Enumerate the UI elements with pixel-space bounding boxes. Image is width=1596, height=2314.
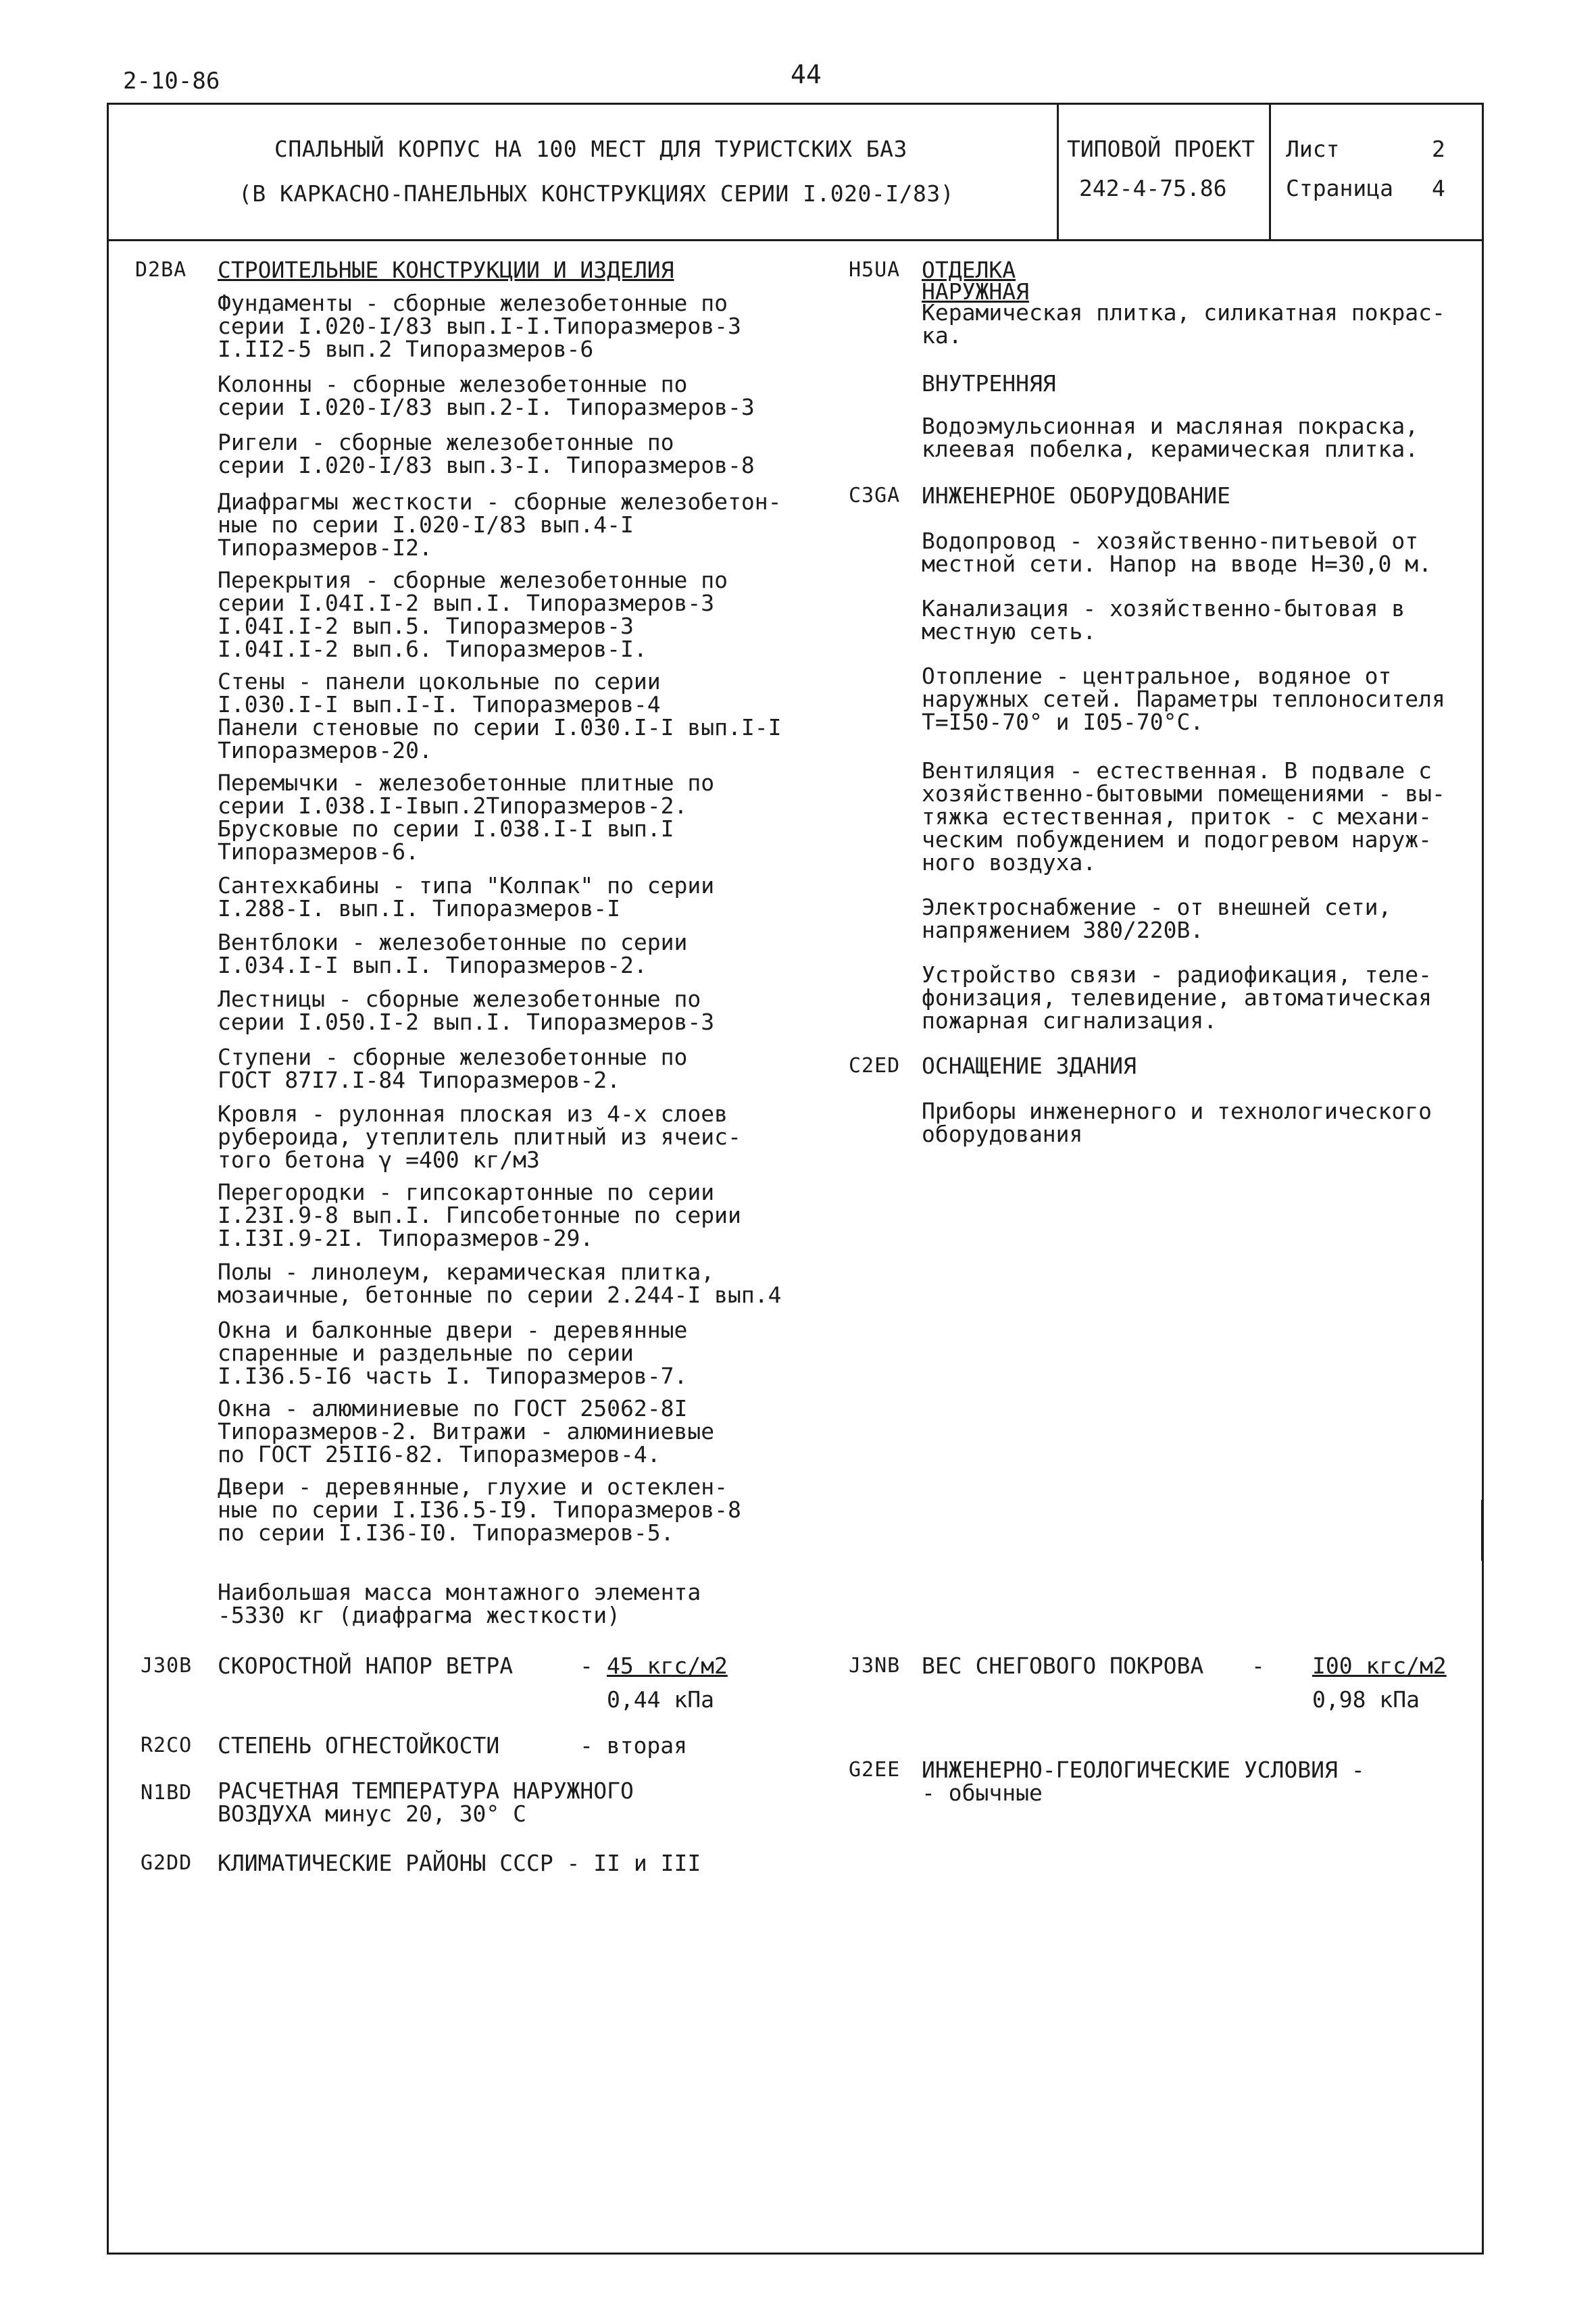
section-code-g2ee: G2EE [849,1758,901,1782]
para-power-supply: Электроснабжение - от внешней сети, напряжением 380/220В. [922,894,1392,943]
para-crossbars: Ригели - сборные железобетонные по серии I.020-I/83 вып.3-I. Типоразмеров-8 [218,429,755,478]
page-number: 44 [791,59,822,89]
para-windows-wood: Окна и балконные двери - деревянные спаренные и раздельные по серии I.I36.5-I6 часть I. Типоразмеров-7. [218,1317,688,1389]
wind-pressure-value: 45 кгс/м2 [607,1653,728,1679]
title-line-1: СПАЛЬНЫЙ КОРПУС НА 100 МЕСТ ДЛЯ ТУРИСТСКИХ БАЗ [274,136,907,162]
para-exterior-finish: Керамическая плитка, силикатная покрас- ка. [922,299,1445,349]
sheet-value: 2 [1432,136,1445,162]
para-water-supply: Водопровод - хозяйственно-питьевой от местной сети. Напор на вводе Н=30,0 м. [922,528,1432,577]
section-code-d2ba: D2BA [135,258,187,282]
geology-value: - обычные [922,1780,1043,1806]
project-label: ТИПОВОЙ ПРОЕКТ [1067,136,1255,162]
section-title-structures: СТРОИТЕЛЬНЫЕ КОНСТРУКЦИИ И ИЗДЕЛИЯ [218,257,674,283]
para-ventilation: Вентиляция - естественная. В подвале с хозяйственно-бытовыми помещениями - вы- тяжка естественная, приток - с механи- ческим побуждением и подогревом наруж- ного воздуха. [922,757,1445,876]
para-interior-finish: Водоэмульсионная и масляная покраска, клеевая побелка, керамическая плитка. [922,413,1419,462]
title-block [109,105,1482,241]
section-code-r2co: R2CO [141,1734,193,1757]
project-cell [1059,105,1271,239]
snow-load-value-kpa: 0,98 кПа [1312,1686,1420,1713]
section-code-c2ed: C2ED [849,1054,901,1078]
para-sewerage: Канализация - хозяйственно-бытовая в местную сеть. [922,595,1405,645]
section-code-n1bd: N1BD [141,1781,193,1805]
climatic-regions: КЛИМАТИЧЕСКИЕ РАЙОНЫ СССР - II и III [218,1850,701,1876]
title-line-2: (В КАРКАСНО-ПАНЕЛЬНЫХ КОНСТРУКЦИЯХ СЕРИИ I.020-I/83) [239,180,955,207]
section-title-equipment: ОСНАЩЕНИЕ ЗДАНИЯ [922,1053,1137,1079]
para-roofing: Кровля - рулонная плоская из 4-х слоев рубероида, утеплитель плитный из ячеис- того бетона γ =400 кг/м3 [218,1101,741,1173]
wind-pressure-value-kpa: 0,44 кПа [607,1686,714,1713]
para-walls: Стены - панели цокольные по серии I.030.I-I вып.I-I. Типоразмеров-4 Панели стеновые по серии I.030.I-I вып.I-I Типоразмеров-20. [218,668,782,763]
para-floor-finishes: Полы - линолеум, керамическая плитка, мозаичные, бетонные по серии 2.244-I вып.4 [218,1259,782,1308]
snow-load-dash: - [1251,1653,1265,1679]
para-doors: Двери - деревянные, глухие и остеклен- ные по серии I.I36.5-I9. Типоразмеров-8 по серии I.I36-I0. Типоразмеров-5. [218,1474,741,1546]
geology-title: ИНЖЕНЕРНО-ГЕОЛОГИЧЕСКИЕ УСЛОВИЯ - [922,1757,1365,1783]
document-code: 2-10-86 [123,68,220,95]
para-vent-blocks: Вентблоки - железобетонные по серии I.034.I-I вып.I. Типоразмеров-2. [218,929,688,978]
section-code-j3nb: J3NB [849,1654,901,1678]
title-cell [109,105,1059,239]
para-foundations: Фундаменты - сборные железобетонные по серии I.020-I/83 вып.I-I.Типоразмеров-3 I.II2-5 вып.2 Типоразмеров-6 [218,290,741,362]
label-exterior: НАРУЖНАЯ [922,278,1029,305]
snow-load-value: I00 кгс/м2 [1312,1653,1447,1679]
project-number: 242-4-75.86 [1079,175,1227,201]
page-label: Страница [1286,175,1393,201]
outdoor-temperature: РАСЧЕТНАЯ ТЕМПЕРАТУРА НАРУЖНОГО ВОЗДУХА минус 20, 30° С [218,1778,634,1827]
label-interior: ВНУТРЕННЯЯ [922,370,1056,397]
section-code-c3ga: C3GA [849,484,901,507]
sheet-label: Лист [1286,136,1340,162]
wind-pressure-dash: - [580,1653,593,1679]
para-columns: Колонны - сборные железобетонные по серии I.020-I/83 вып.2-I. Типоразмеров-3 [218,371,755,420]
para-steps: Ступени - сборные железобетонные по ГОСТ 87I7.I-84 Типоразмеров-2. [218,1044,688,1093]
para-diaphragms: Диафрагмы жесткости - сборные железобетон- ные по серии I.020-I/83 вып.4-I Типоразмеров-I2. [218,488,782,561]
wind-pressure-title: СКОРОСТНОЙ НАПОР ВЕТРА [218,1653,514,1679]
margin-rule [1481,1500,1483,1561]
section-title-finishing: ОТДЕЛКА [922,257,1016,283]
para-partitions: Перегородки - гипсокартонные по серии I.23I.9-8 вып.I. Гипсобетонные по серии I.I3I.9-2I. Типоразмеров-29. [218,1179,741,1251]
fire-resistance-title: СТЕПЕНЬ ОГНЕСТОЙКОСТИ [218,1732,500,1759]
section-title-engineering: ИНЖЕНЕРНОЕ ОБОРУДОВАНИЕ [922,482,1230,509]
section-code-j30b: J30B [141,1654,193,1678]
para-stairs: Лестницы - сборные железобетонные по серии I.050.I-2 вып.I. Типоразмеров-3 [218,986,715,1035]
para-lintels: Перемычки - железобетонные плитные по серии I.038.I-Iвып.2Типоразмеров-2. Брусковые по серии I.038.I-I вып.I Типоразмеров-6. [218,770,715,865]
para-max-mass: Наибольшая масса монтажного элемента -5330 кг (диафрагма жесткости) [218,1579,701,1628]
sheet-cell [1271,105,1482,239]
para-sanitary-cabins: Сантехкабины - типа "Колпак" по серии I.288-I. вып.I. Типоразмеров-I [218,872,715,922]
para-communications: Устройство связи - радиофикация, теле- фонизация, телевидение, автоматическая пожарная сигнализация. [922,961,1432,1034]
section-code-g2dd: G2DD [141,1851,193,1875]
section-code-h5ua: H5UA [849,258,901,282]
para-heating: Отопление - центральное, водяное от наружных сетей. Параметры теплоносителя Т=I50-70° и I05-70°С. [922,663,1445,735]
fire-resistance-value: - вторая [580,1732,687,1759]
para-floors-slabs: Перекрытия - сборные железобетонные по серии I.04I.I-2 вып.I. Типоразмеров-3 I.04I.I-2 вып.5. Типоразмеров-3 I.04I.I-2 вып.6. Типоразмеров-I. [218,567,728,662]
para-equipment: Приборы инженерного и технологического оборудования [922,1098,1432,1147]
snow-load-title: ВЕС СНЕГОВОГО ПОКРОВА [922,1653,1204,1679]
para-windows-aluminium: Окна - алюминиевые по ГОСТ 25062-8I Типоразмеров-2. Витражи - алюминиевые по ГОСТ 25II6-82. Типоразмеров-4. [218,1395,715,1467]
page-value: 4 [1432,175,1445,201]
